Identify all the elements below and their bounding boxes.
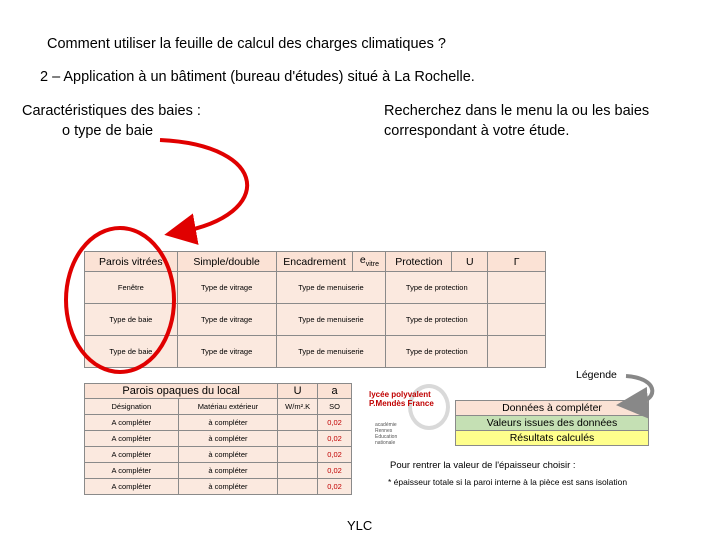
designation-cell[interactable]: A compléter: [85, 431, 179, 447]
protection-select[interactable]: Type de protection: [386, 336, 488, 368]
opaques-u-header: U: [278, 384, 318, 399]
logo-line-2: P.Mendès France: [369, 399, 434, 408]
col-designation: Désignation: [85, 399, 179, 415]
red-highlight-ellipse: [66, 228, 174, 372]
materiau-cell[interactable]: à compléter: [178, 479, 278, 495]
a-value-cell: 0,02: [318, 463, 352, 479]
protection-select[interactable]: Type de protection: [386, 272, 488, 304]
instruction-line-1: Recherchez dans le menu la ou les baies: [384, 103, 650, 119]
epaisseur-note-detail: * épaisseur totale si la paroi interne à la pièce est sans isolation: [388, 477, 628, 487]
header-encadrement: Encadrement: [276, 252, 353, 272]
header-vitre-subscript: vitre: [365, 261, 379, 269]
vitrage-select[interactable]: Type de vitrage: [177, 336, 276, 368]
baie-type-select[interactable]: Type de baie: [85, 336, 178, 368]
legend-item-donnees: Données à compléter: [456, 401, 649, 416]
baie-type-select[interactable]: Type de baie: [85, 304, 178, 336]
baie-type-select[interactable]: Fenêtre: [85, 272, 178, 304]
materiau-cell[interactable]: à compléter: [178, 447, 278, 463]
designation-cell[interactable]: A compléter: [85, 415, 179, 431]
header-protection: Protection: [386, 252, 452, 272]
legend-item-resultats: Résultats calculés: [456, 431, 649, 446]
bullet-type-de-baie: o type de baie: [62, 123, 154, 139]
logo-line-3: académie: [375, 422, 397, 428]
header-gamma: Γ: [488, 252, 546, 272]
header-e: e: [359, 254, 366, 267]
header-parois-vitrees: Parois vitrées: [85, 252, 178, 272]
vitrage-select[interactable]: Type de vitrage: [177, 304, 276, 336]
legend-item-valeurs: Valeurs issues des données: [456, 416, 649, 431]
instruction-line-2: correspondant à votre étude.: [384, 123, 570, 139]
col-unit: W/m².K: [278, 399, 318, 415]
red-curved-arrow-icon: [160, 140, 247, 232]
header-u: U: [452, 252, 488, 272]
col-materiau: Matériau extérieur: [178, 399, 278, 415]
header-simple-double: Simple/double: [177, 252, 276, 272]
logo-line-1: lycée polyvalent: [369, 390, 431, 399]
materiau-cell[interactable]: à compléter: [178, 415, 278, 431]
slide-title: Comment utiliser la feuille de calcul des charges climatiques ?: [47, 36, 446, 52]
logo-line-6: nationale: [375, 440, 396, 446]
materiau-cell[interactable]: à compléter: [178, 431, 278, 447]
logo-line-5: Education: [375, 434, 398, 440]
a-value-cell: 0,02: [318, 415, 352, 431]
menuiserie-select[interactable]: Type de menuiserie: [276, 272, 386, 304]
opaques-a-header: a: [318, 384, 352, 399]
designation-cell[interactable]: A compléter: [85, 463, 179, 479]
protection-select[interactable]: Type de protection: [386, 304, 488, 336]
epaisseur-note-heading: Pour rentrer la valeur de l'épaisseur choisir :: [390, 460, 576, 471]
a-value-cell: 0,02: [318, 447, 352, 463]
vitrage-select[interactable]: Type de vitrage: [177, 272, 276, 304]
designation-cell[interactable]: A compléter: [85, 479, 179, 495]
opaques-title: Parois opaques du local: [85, 384, 278, 399]
a-value-cell: 0,02: [318, 479, 352, 495]
legend-title: Légende: [576, 369, 617, 381]
materiau-cell[interactable]: à compléter: [178, 463, 278, 479]
designation-cell[interactable]: A compléter: [85, 447, 179, 463]
characteristics-heading: Caractéristiques des baies :: [22, 103, 201, 119]
menuiserie-select[interactable]: Type de menuiserie: [276, 336, 386, 368]
col-so: SO: [318, 399, 352, 415]
a-value-cell: 0,02: [318, 431, 352, 447]
slide-subtitle: 2 – Application à un bâtiment (bureau d'études) situé à La Rochelle.: [40, 69, 475, 85]
footer-initials: YLC: [347, 518, 373, 533]
logo-line-4: Rennes: [375, 428, 393, 434]
legend-pointer-arrow-icon: [626, 376, 652, 404]
menuiserie-select[interactable]: Type de menuiserie: [276, 304, 386, 336]
